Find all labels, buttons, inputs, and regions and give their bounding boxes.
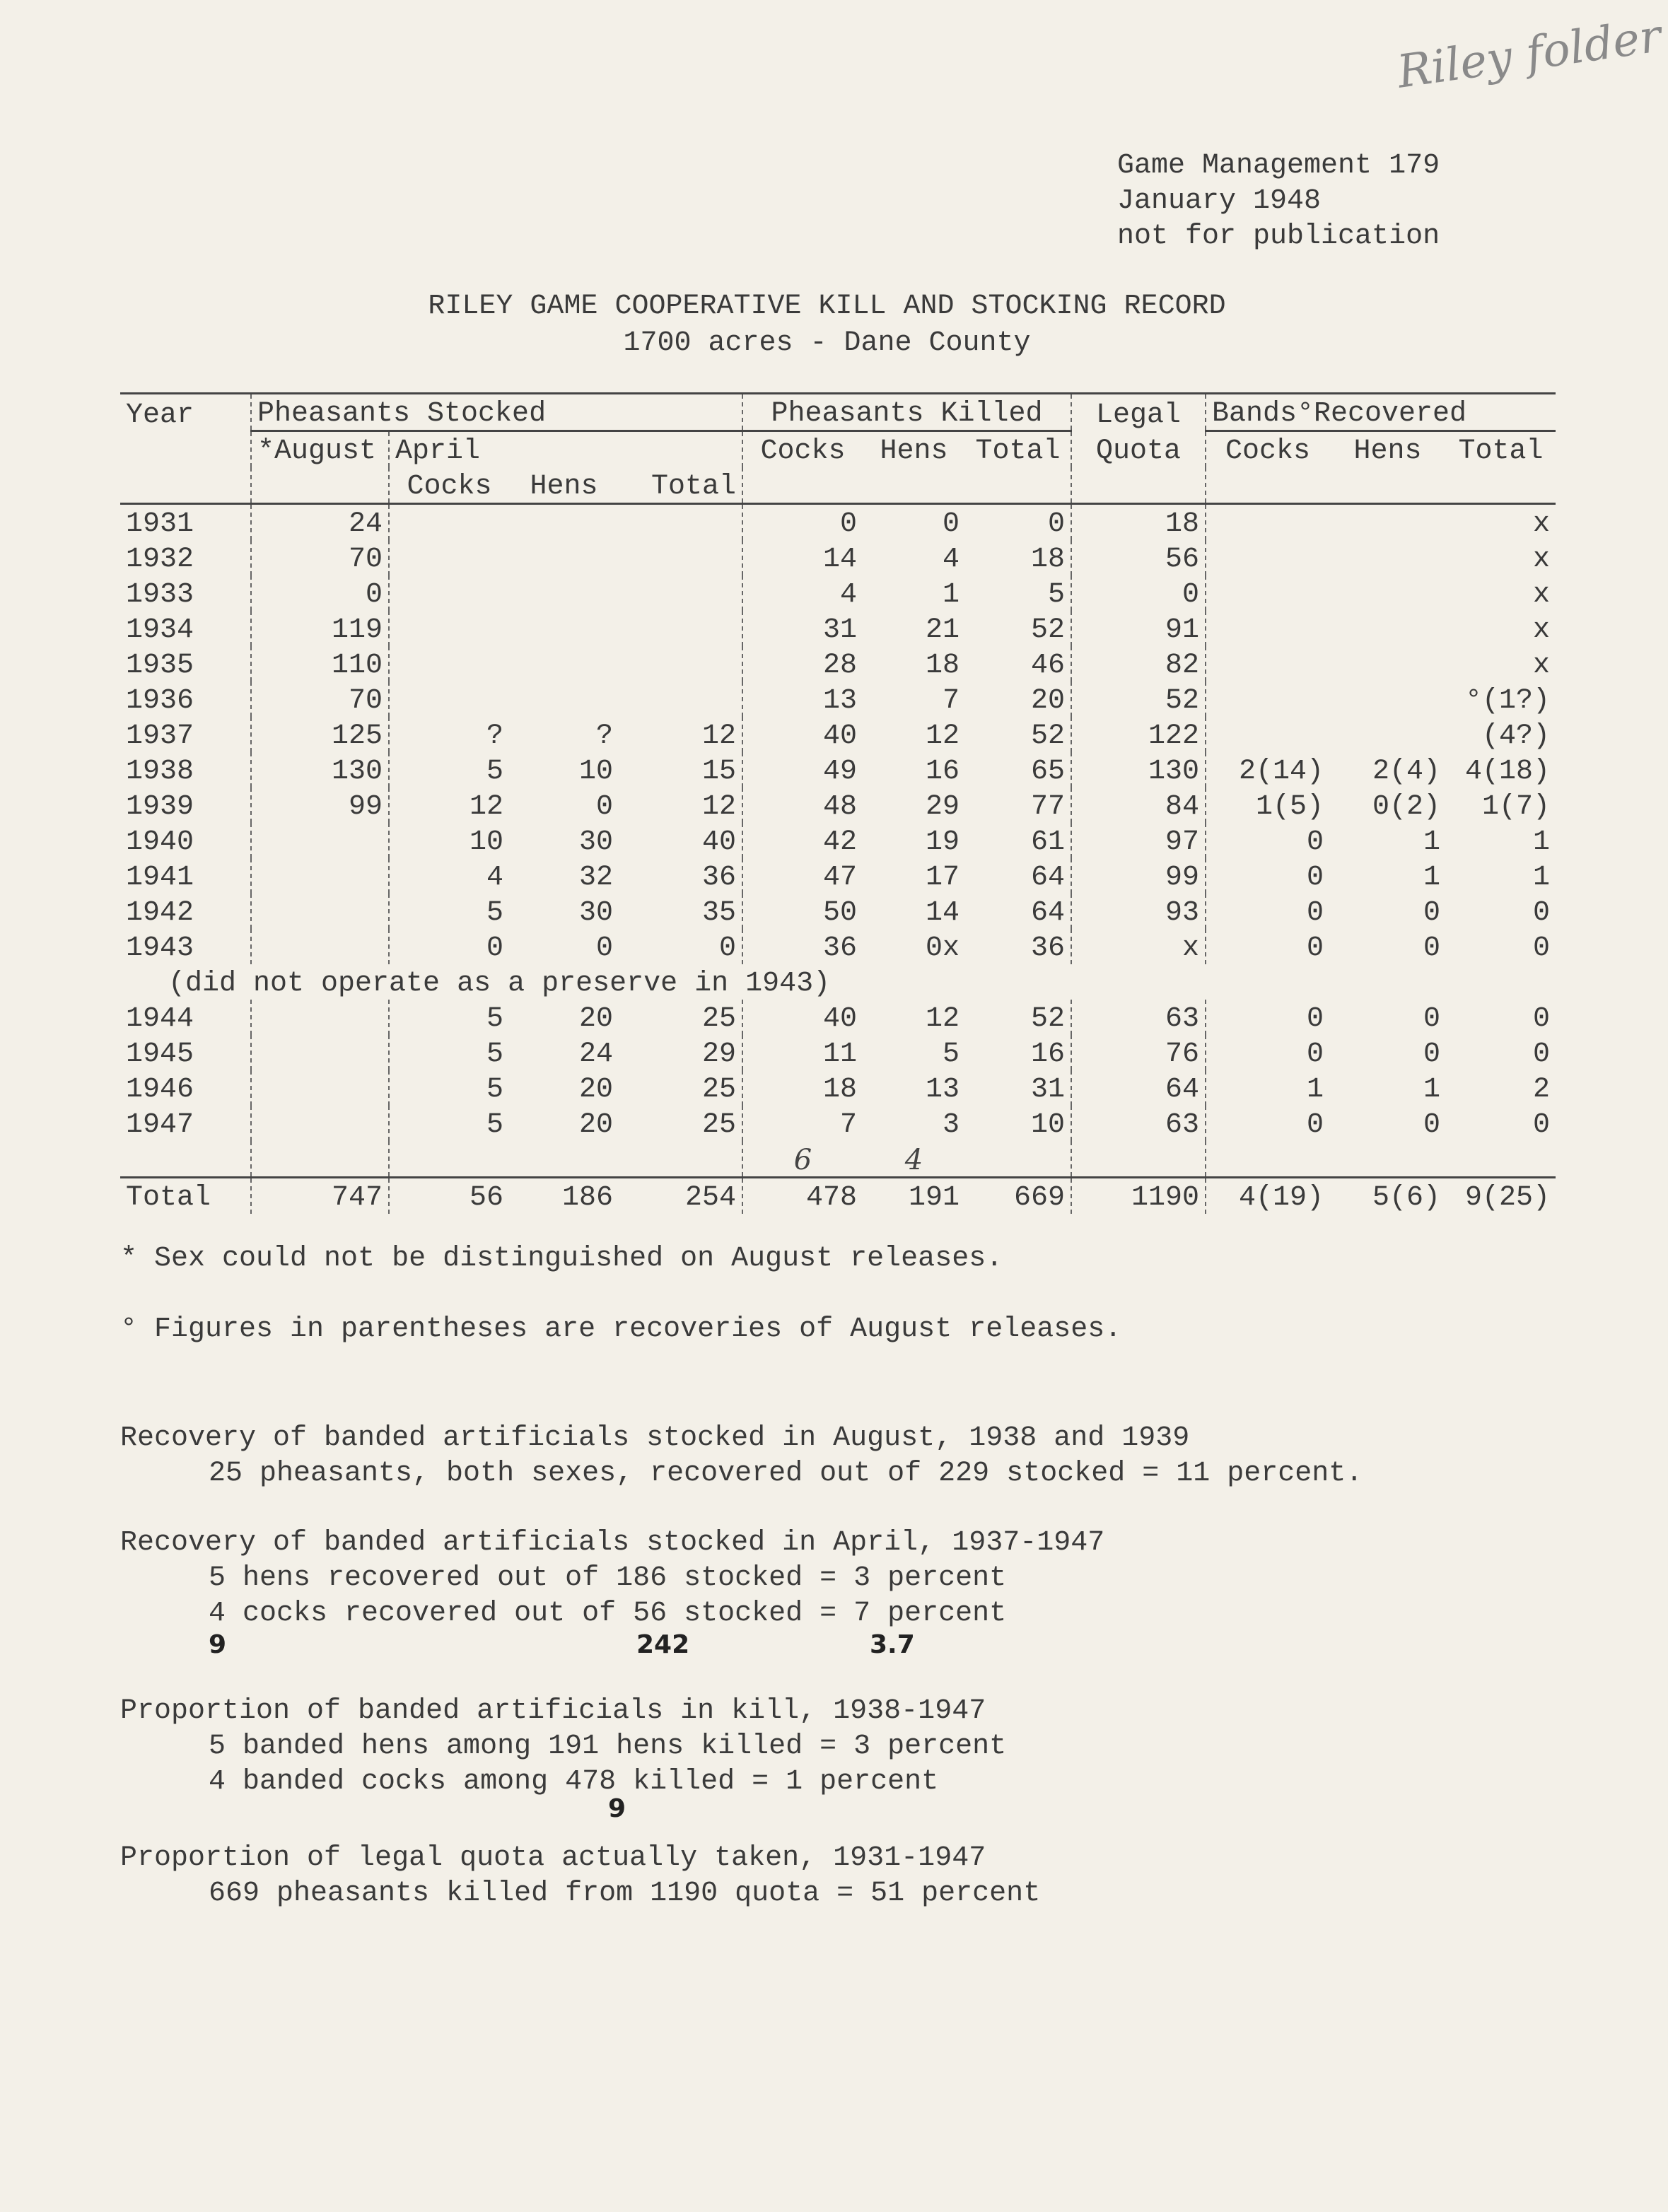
cell-bands-cocks [1206,504,1329,541]
cell-bands-total: (4?) [1481,720,1550,752]
cell-bands-total: 0 [1532,897,1550,929]
cell-april-cocks [389,540,509,575]
col-april-hens: Hens [509,467,619,504]
cell-quota: 63 [1071,1106,1206,1141]
cell-august: 99 [251,788,389,823]
cell-august: 70 [251,540,389,575]
cell-april-cocks: 4 [389,858,509,894]
summary-quota [120,1841,1363,1912]
cell-killed-cocks: 49 [742,752,863,788]
cell-april-hens: 0 [595,791,613,823]
cell-april-hens [509,611,619,646]
cell-killed-hens: 12 [925,720,960,752]
cell-bands-cocks [1206,575,1329,611]
table-row [120,1070,1556,1106]
cell-killed-total: 0 [1047,508,1065,540]
cell-august [251,929,389,964]
summary-april [120,1526,1363,1660]
cell-year: 1932 [126,544,194,575]
table-body-b [120,1000,1556,1141]
handwritten-folder-note: Riley folder [1394,10,1664,99]
cell-killed-cocks: 18 [742,1070,863,1106]
cell-april-total: 12 [701,791,736,823]
cell-year: 1946 [126,1074,194,1106]
cell-august: 0 [251,575,389,611]
cell-april-total: 25 [701,1074,736,1106]
cell-april-hens [509,575,619,611]
cell-killed-total: 46 [1030,650,1065,681]
cell-april-hens: 24 [578,1038,613,1070]
pencil-annotations-kill [120,1794,1363,1823]
cell-killed-total: 36 [1030,932,1065,964]
cell-quota: 91 [1071,611,1206,646]
cell-killed-hens: 5 [942,1038,960,1070]
cell-august [251,894,389,929]
cell-killed-total: 20 [1030,685,1065,717]
cell-april-cocks: 5 [389,1000,509,1035]
cell-killed-hens: 0x [925,932,960,964]
cell-quota: 52 [1071,681,1206,717]
cell-killed-cocks: 0 [742,504,863,541]
cell-april-total [619,681,742,717]
table-row [120,858,1556,894]
cell-bands-hens: 2(4) [1372,756,1440,788]
footnote-star: * Sex could not be distinguished on August releases. [120,1243,1003,1275]
total-april-hens: 186 [561,1182,613,1214]
table-row [120,681,1556,717]
correction-cocks: 6 [742,1141,863,1178]
cell-april-hens: 20 [578,1074,613,1106]
cell-killed-total: 52 [1030,614,1065,646]
cell-quota: 93 [1071,894,1206,929]
col-april-cocks: Cocks [389,467,509,504]
cell-year: 1936 [126,685,194,717]
cell-april-total [619,611,742,646]
cell-bands-cocks [1206,681,1329,717]
table-row [120,575,1556,611]
total-bands-total: 9(25) [1464,1182,1550,1214]
cell-april-hens [509,504,619,541]
cell-april-cocks [389,575,509,611]
cell-quota: 84 [1071,788,1206,823]
cell-august: 125 [251,717,389,752]
cell-killed-total: 64 [1030,862,1065,894]
cell-april-total: 36 [701,862,736,894]
cell-bands-cocks: 0 [1206,894,1329,929]
col-april: April [389,431,509,468]
cell-april-total: 12 [701,720,736,752]
cell-april-cocks [389,611,509,646]
pencil-note-b: 242 [636,1630,690,1659]
total-april-total: 254 [684,1182,736,1214]
cell-killed-cocks: 42 [742,823,863,858]
cell-august: 70 [251,681,389,717]
cell-bands-hens: 0 [1423,1038,1440,1070]
cell-april-total [619,504,742,541]
cell-killed-cocks: 40 [742,717,863,752]
cell-killed-total: 61 [1030,826,1065,858]
col-april-total: Total [619,467,742,504]
cell-killed-total: 65 [1030,756,1065,788]
record-table [120,392,1556,1214]
cell-killed-hens: 16 [925,756,960,788]
cell-year: 1935 [126,650,194,681]
cell-bands-hens [1329,575,1446,611]
cell-killed-hens: 1 [942,579,960,611]
cell-quota: 64 [1071,1070,1206,1106]
cell-year: 1945 [126,1038,194,1070]
note-row-1943 [120,964,1556,1000]
pencil-note-a: 9 [209,1630,227,1659]
cell-killed-total: 64 [1030,897,1065,929]
cell-april-hens: 30 [578,897,613,929]
cell-killed-cocks: 7 [742,1106,863,1141]
cell-april-cocks: 12 [389,788,509,823]
title-line-2: 1700 acres - Dane County [623,327,1031,359]
summary-kill-cocks: 4 banded cocks among 478 killed = 1 percent [209,1766,939,1798]
cell-bands-total: x [1532,579,1550,611]
cell-killed-total: 31 [1030,1074,1065,1106]
cell-bands-total: x [1532,508,1550,540]
cell-bands-hens [1329,504,1446,541]
table-row [120,894,1556,929]
cell-killed-cocks: 11 [742,1035,863,1070]
cell-quota: 99 [1071,858,1206,894]
cell-april-total [619,646,742,681]
cell-bands-total: 0 [1532,1038,1550,1070]
cell-quota: 56 [1071,540,1206,575]
cell-april-cocks: 5 [389,1106,509,1141]
note-1943: (did not operate as a preserve in 1943) [168,968,831,1000]
cell-bands-hens [1329,717,1446,752]
cell-killed-hens: 7 [942,685,960,717]
cell-killed-hens: 12 [925,1003,960,1035]
table-row [120,823,1556,858]
group-stocked: Pheasants Stocked [251,394,742,431]
cell-killed-cocks: 13 [742,681,863,717]
header-row-3 [120,467,1556,504]
group-killed: Pheasants Killed [742,394,1071,431]
cell-april-hens: 32 [578,862,613,894]
pencil-note-c: 3.7 [870,1630,915,1659]
table-row [120,929,1556,964]
table-row [120,1106,1556,1141]
cell-august: 130 [251,752,389,788]
cell-bands-hens: 0 [1423,1109,1440,1141]
cell-killed-cocks: 36 [742,929,863,964]
cell-bands-total: °(1?) [1464,685,1550,717]
cell-killed-hens: 13 [925,1074,960,1106]
cell-bands-total: x [1532,544,1550,575]
title-line-1: RILEY GAME COOPERATIVE KILL AND STOCKING RECORD [428,291,1226,322]
summary-quota-line: 669 pheasants killed from 1190 quota = 51 percent [209,1878,1041,1909]
cell-april-cocks: 5 [389,1070,509,1106]
cell-bands-cocks [1206,540,1329,575]
header-row-1 [120,394,1556,431]
cell-april-cocks: 5 [389,752,509,788]
summary-april-hens: 5 hens recovered out of 186 stocked = 3 percent [209,1562,1007,1594]
cell-april-cocks [389,504,509,541]
total-killed-cocks: 478 [742,1178,863,1215]
cell-bands-cocks: 0 [1206,929,1329,964]
summary-kill-head: Proportion of banded artificials in kill, 1938-1947 [120,1695,986,1727]
total-row [120,1178,1556,1215]
cell-april-cocks: 5 [389,1035,509,1070]
total-bands-cocks: 4(19) [1206,1178,1329,1215]
total-quota: 1190 [1071,1178,1206,1215]
summary-april-head: Recovery of banded artificials stocked in April, 1937-1947 [120,1527,1105,1559]
cell-killed-cocks: 47 [742,858,863,894]
cell-april-hens [509,646,619,681]
cell-bands-cocks: 0 [1206,1106,1329,1141]
cell-killed-cocks: 40 [742,1000,863,1035]
cell-quota: 122 [1071,717,1206,752]
cell-april-hens [509,540,619,575]
col-bands-total: Total [1458,435,1544,467]
footnotes [120,1241,1121,1382]
cell-august: 110 [251,646,389,681]
cell-bands-cocks: 0 [1206,858,1329,894]
summary-april-cocks: 4 cocks recovered out of 56 stocked = 7 percent [209,1598,1007,1629]
col-killed-hens: Hens [880,435,948,467]
cell-bands-hens: 0 [1423,1003,1440,1035]
cell-killed-cocks: 28 [742,646,863,681]
table-row [120,752,1556,788]
cell-bands-hens: 1 [1423,826,1440,858]
total-april-cocks: 56 [389,1178,509,1215]
cell-bands-hens: 0 [1423,932,1440,964]
col-legal: Legal [1071,394,1206,431]
cell-killed-total: 16 [1030,1038,1065,1070]
cell-april-hens: 20 [578,1109,613,1141]
cell-killed-total: 52 [1030,1003,1065,1035]
cell-bands-cocks [1206,646,1329,681]
cell-year: 1944 [126,1003,194,1035]
total-august: 747 [251,1178,389,1215]
summary-kill [120,1694,1363,1823]
cell-bands-total: 0 [1532,1003,1550,1035]
cell-bands-cocks: 0 [1206,1000,1329,1035]
cell-april-total: 40 [701,826,736,858]
cell-bands-total: 2 [1532,1074,1550,1106]
cell-april-cocks: 0 [389,929,509,964]
cell-killed-total: 5 [1047,579,1065,611]
cell-bands-hens [1329,646,1446,681]
cell-quota: 63 [1071,1000,1206,1035]
cell-april-total: 29 [701,1038,736,1070]
cell-august [251,1106,389,1141]
total-year: Total [126,1182,211,1214]
cell-bands-hens: 1 [1423,862,1440,894]
cell-killed-cocks: 14 [742,540,863,575]
cell-bands-hens: 1 [1423,1074,1440,1106]
col-quota: Quota [1071,431,1206,468]
cell-april-total [619,575,742,611]
cell-bands-total: 1(7) [1481,791,1550,823]
cell-bands-hens: 0 [1423,897,1440,929]
cell-killed-hens: 14 [925,897,960,929]
cell-quota: 82 [1071,646,1206,681]
summary-kill-hens: 5 banded hens among 191 hens killed = 3 percent [209,1731,1007,1762]
cell-april-hens: 10 [578,756,613,788]
correction-hens: 4 [863,1141,965,1178]
cell-killed-total: 77 [1030,791,1065,823]
table-row [120,611,1556,646]
cell-killed-hens: 17 [925,862,960,894]
cell-killed-hens: 18 [925,650,960,681]
table-row [120,540,1556,575]
cell-april-hens: 30 [578,826,613,858]
cell-bands-total: 4(18) [1464,756,1550,788]
cell-bands-total: x [1532,650,1550,681]
summary [120,1421,1363,1945]
total-killed-total: 669 [1013,1182,1065,1214]
cell-bands-cocks [1206,611,1329,646]
cell-april-hens [509,681,619,717]
col-bands-cocks: Cocks [1206,431,1329,468]
table-row [120,788,1556,823]
cell-april-cocks: 10 [389,823,509,858]
col-august: *August [251,431,389,468]
cell-bands-hens [1329,540,1446,575]
cell-year: 1943 [126,932,194,964]
table-row [120,717,1556,752]
document-header [1117,148,1440,254]
summary-august-line: 25 pheasants, both sexes, recovered out of 229 stocked = 11 percent. [209,1458,1363,1490]
cell-april-total: 15 [701,756,736,788]
cell-bands-cocks: 1 [1206,1070,1329,1106]
cell-quota: 18 [1071,504,1206,541]
cell-april-total: 25 [701,1109,736,1141]
cell-august [251,858,389,894]
cell-quota: 130 [1071,752,1206,788]
cell-april-cocks: 5 [389,894,509,929]
cell-august [251,1070,389,1106]
footnote-circle: ° Figures in parentheses are recoveries of August releases. [120,1313,1122,1345]
cell-killed-cocks: 50 [742,894,863,929]
cell-killed-hens: 19 [925,826,960,858]
cell-killed-hens: 21 [925,614,960,646]
cell-year: 1937 [126,720,194,752]
header-line-1: Game Management 179 [1117,150,1440,182]
total-killed-hens: 191 [908,1182,960,1214]
cell-april-hens: 20 [578,1003,613,1035]
cell-killed-hens: 29 [925,791,960,823]
col-killed-cocks: Cocks [742,431,863,468]
total-bands-hens: 5(6) [1372,1182,1440,1214]
cell-bands-cocks: 2(14) [1206,752,1329,788]
cell-bands-cocks: 0 [1206,823,1329,858]
cell-killed-cocks: 31 [742,611,863,646]
col-killed-total: Total [975,435,1061,467]
cell-august [251,823,389,858]
table-row [120,504,1556,541]
cell-killed-hens: 0 [942,508,960,540]
cell-bands-cocks: 0 [1206,1035,1329,1070]
table-row [120,646,1556,681]
cell-killed-total: 52 [1030,720,1065,752]
cell-bands-hens [1329,611,1446,646]
cell-killed-cocks: 48 [742,788,863,823]
cell-april-hens: 0 [595,932,613,964]
cell-year: 1934 [126,614,194,646]
cell-april-total: 35 [701,897,736,929]
cell-year: 1947 [126,1109,194,1141]
col-year: Year [120,394,251,431]
cell-quota: 0 [1071,575,1206,611]
cell-quota: 97 [1071,823,1206,858]
cell-april-cocks [389,681,509,717]
col-bands-hens: Hens [1353,435,1422,467]
cell-quota: 76 [1071,1035,1206,1070]
pencil-note-d: 9 [608,1794,626,1823]
summary-quota-head: Proportion of legal quota actually taken, 1931-1947 [120,1842,986,1874]
cell-year: 1933 [126,579,194,611]
document-title [0,288,1668,362]
group-bands: Bands°Recovered [1206,394,1556,431]
cell-april-total [619,540,742,575]
cell-bands-hens: 0(2) [1372,791,1440,823]
cell-bands-total: 0 [1532,932,1550,964]
cell-april-cocks: ? [389,717,509,752]
cell-august: 119 [251,611,389,646]
cell-year: 1942 [126,897,194,929]
table-body-a [120,504,1556,965]
cell-april-hens: ? [595,720,613,752]
cell-year: 1939 [126,791,194,823]
cell-bands-total: 1 [1532,826,1550,858]
cell-august: 24 [251,504,389,541]
cell-bands-hens [1329,681,1446,717]
cell-bands-cocks: 1(5) [1206,788,1329,823]
cell-bands-total: 1 [1532,862,1550,894]
correction-row [120,1141,1556,1178]
cell-killed-hens: 4 [942,544,960,575]
table-row [120,1000,1556,1035]
header-line-3: not for publication [1117,221,1440,252]
cell-bands-cocks [1206,717,1329,752]
header-row-2 [120,431,1556,468]
cell-bands-total: x [1532,614,1550,646]
pencil-annotations-april [120,1632,1363,1660]
summary-august [120,1421,1363,1492]
cell-year: 1931 [126,508,194,540]
cell-august [251,1000,389,1035]
cell-april-total: 0 [718,932,736,964]
cell-year: 1940 [126,826,194,858]
cell-killed-hens: 3 [942,1109,960,1141]
cell-bands-total: 0 [1532,1109,1550,1141]
cell-april-total: 25 [701,1003,736,1035]
cell-year: 1938 [126,756,194,788]
summary-august-head: Recovery of banded artificials stocked in August, 1938 and 1939 [120,1422,1190,1454]
cell-august [251,1035,389,1070]
cell-year: 1941 [126,862,194,894]
cell-killed-total: 10 [1030,1109,1065,1141]
table-row [120,1035,1556,1070]
cell-killed-cocks: 4 [742,575,863,611]
cell-april-cocks [389,646,509,681]
cell-killed-total: 18 [1030,544,1065,575]
header-line-2: January 1948 [1117,185,1322,217]
cell-quota: x [1071,929,1206,964]
